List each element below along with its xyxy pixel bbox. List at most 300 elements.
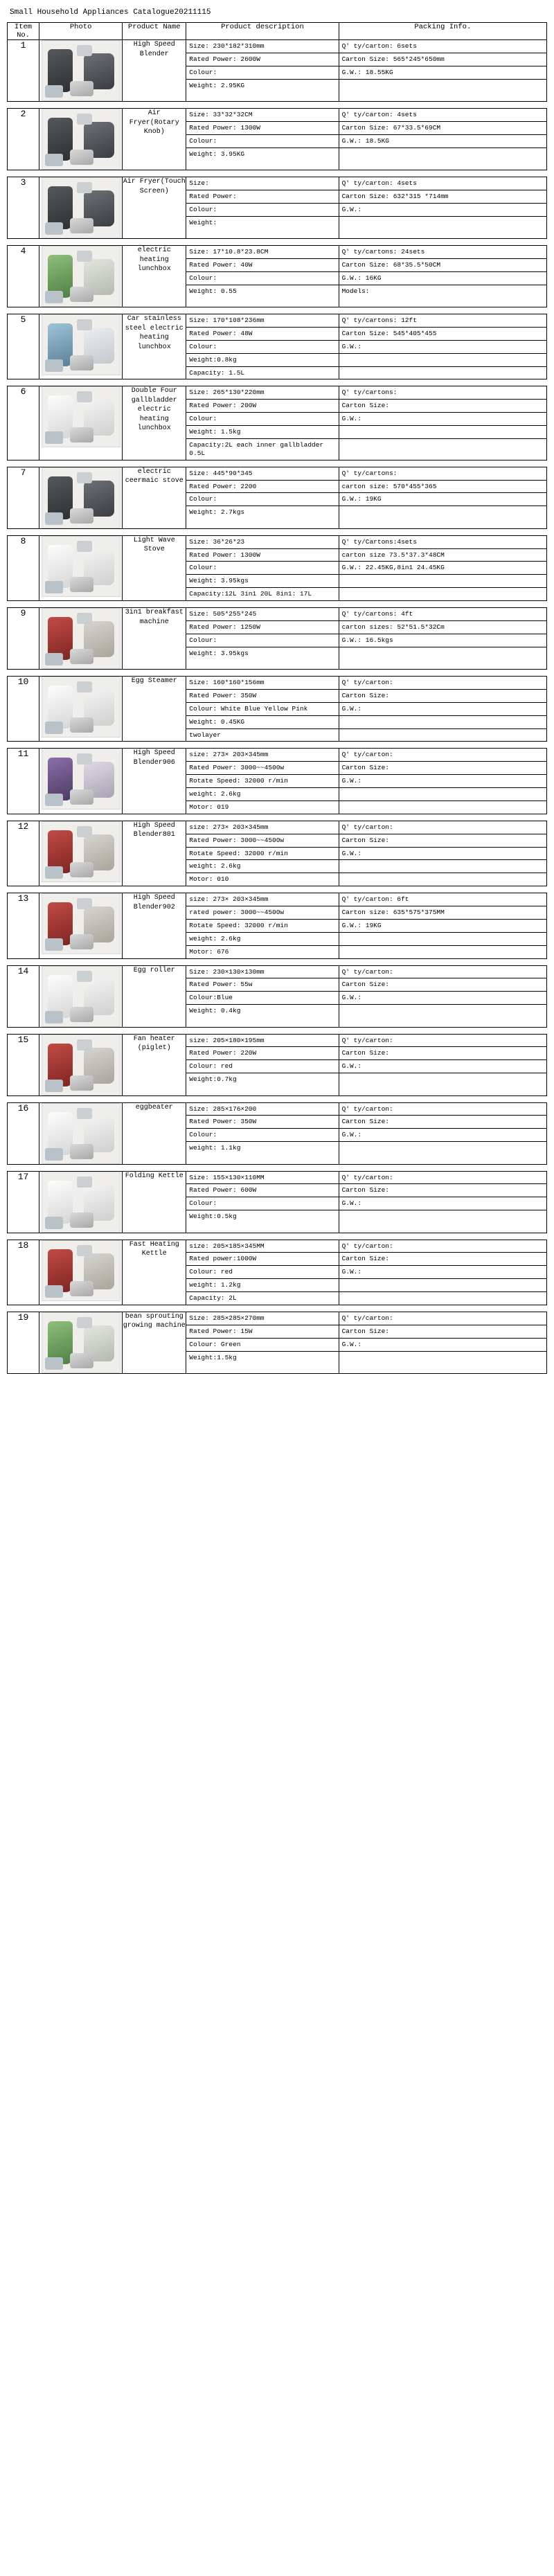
cell-product-description-line-text: weight: 1.1kg (189, 1144, 241, 1152)
cell-packing-info-line (339, 1047, 546, 1060)
product-photo-shape (77, 971, 92, 982)
table-row (8, 386, 547, 460)
cell-product-description-line (186, 246, 338, 258)
cell-product-description (186, 467, 339, 528)
row-spacer (8, 1095, 547, 1102)
cell-packing-info-line (339, 177, 546, 190)
cell-packing-info-line (339, 588, 546, 600)
product-photo-shape (77, 391, 92, 402)
product-photo (42, 749, 120, 810)
cell-product-name: electric ceermaic stove (123, 467, 186, 528)
row-spacer (8, 601, 547, 608)
cell-product-description-line-text: Weight: 0.45KG (186, 715, 338, 728)
cell-packing-info (339, 893, 546, 958)
product-photo-shape (77, 1039, 92, 1050)
cell-product-description-line (186, 426, 338, 439)
cell-product-description-line (186, 40, 338, 53)
cell-packing-info-line (339, 79, 546, 91)
cell-packing-info-line (339, 314, 546, 327)
product-photo-shape (70, 287, 93, 302)
cell-product-description-line (186, 1060, 338, 1073)
row-spacer (8, 1027, 547, 1034)
cell-product-description-line-text: Rated Power: 48W (186, 327, 338, 340)
cell-product-description-line-text: Colour: White Blue Yellow Pink (186, 702, 338, 715)
cell-packing-info-line-text (339, 575, 546, 588)
cell-packing-info-line (339, 1292, 546, 1305)
cell-product-description (186, 386, 339, 460)
cell-packing-info-line (339, 121, 546, 134)
cell-packing-info (339, 40, 546, 102)
cell-product-description-line (186, 775, 338, 788)
cell-product-description-lines (186, 40, 338, 92)
cell-product-description-line (186, 749, 338, 761)
cell-product-description-line-text: Size: (186, 177, 338, 190)
cell-photo (39, 40, 123, 102)
cell-item-no: 13 (8, 893, 39, 958)
cell-product-name: 3in1 breakfast machine (123, 608, 186, 670)
cell-product-description-line (186, 821, 338, 834)
product-photo-shape (77, 251, 92, 262)
row-spacer-cell (8, 170, 547, 177)
table-row (8, 1312, 547, 1373)
cell-packing-info-line-text: G.W.: 16.5kgs (339, 634, 546, 647)
product-photo-shape (70, 717, 93, 733)
cell-packing-info-line-text (339, 438, 546, 451)
product-photo (42, 677, 120, 737)
cell-product-description-line (186, 762, 338, 775)
cell-packing-info-line-text: Carton Size: (339, 400, 546, 413)
cell-product-description-line (186, 1312, 338, 1325)
table-body (8, 40, 547, 1374)
cell-product-description-line (186, 562, 338, 575)
cell-product-description-line (186, 1210, 338, 1223)
cell-product-description-line (186, 53, 338, 66)
product-photo-shape (45, 866, 63, 879)
cell-product-description-line-text: Rated Power: 220W (186, 1047, 338, 1060)
cell-packing-info-line-text: G.W.: 22.45KG,8in1 24.45KG (339, 562, 546, 575)
cell-packing-info-line (339, 285, 546, 297)
cell-packing-info (339, 1312, 546, 1373)
row-spacer-cell (8, 814, 547, 821)
product-photo (42, 1035, 120, 1095)
cell-packing-info-line (339, 847, 546, 860)
cell-product-name: Double Four gallbladder electric heating lunchbox (123, 386, 186, 460)
cell-product-description-line (186, 893, 338, 906)
cell-product-description-line (186, 1184, 338, 1197)
cell-product-description (186, 821, 339, 886)
row-spacer-cell (8, 102, 547, 109)
cell-product-description-line-text: Colour: (186, 271, 338, 285)
product-photo-shape (45, 154, 63, 166)
product-photo (42, 966, 120, 1027)
cell-packing-info-lines (339, 749, 546, 813)
product-photo-shape (45, 1285, 63, 1298)
cell-packing-info (339, 749, 546, 814)
cell-packing-info-line-text: G.W.: (339, 340, 546, 353)
product-photo (42, 386, 120, 447)
row-spacer-cell (8, 1233, 547, 1240)
product-photo-shape (77, 319, 92, 330)
cell-packing-info-line (339, 1073, 546, 1086)
cell-product-description-line-text: Weight:0.7kg (189, 1075, 237, 1084)
cell-packing-info-lines (339, 177, 546, 229)
row-spacer (8, 460, 547, 467)
cell-packing-info (339, 314, 546, 379)
cell-product-description-line-text: Rated Power: 2200 (186, 480, 338, 493)
cell-packing-info-line (339, 1184, 546, 1197)
cell-packing-info (339, 1171, 546, 1233)
cell-packing-info-line (339, 426, 546, 439)
cell-packing-info-line (339, 340, 546, 353)
product-photo-shape (70, 862, 93, 877)
cell-packing-info-line-text: Q' ty/carton: (339, 1312, 546, 1325)
cell-packing-info-line-text: Carton Size: (339, 689, 546, 702)
cell-product-description-line (186, 493, 338, 506)
cell-product-description-line-text: size: 273× 203×345mm (186, 893, 338, 906)
table-row (8, 535, 547, 600)
cell-packing-info-line (339, 190, 546, 203)
cell-product-description-lines (186, 109, 338, 161)
cell-packing-info-line-text (339, 1292, 546, 1305)
cell-packing-info-lines (339, 246, 546, 298)
product-photo-shape (70, 355, 93, 370)
product-photo-shape (70, 1007, 93, 1022)
product-photo-shape (70, 508, 93, 524)
cell-product-description-line-text: Weight: 3.95kgs (186, 575, 338, 588)
cell-product-description-line (186, 1103, 338, 1116)
product-photo-shape (77, 898, 92, 909)
cell-packing-info-line-text: carton size: 570*455*365 (339, 480, 546, 493)
cell-packing-info-line (339, 1116, 546, 1129)
cell-product-description-line (186, 121, 338, 134)
cell-packing-info-line-text: carton sizes: 52*51.5*32Cm (339, 620, 546, 634)
product-photo (42, 821, 120, 882)
cell-packing-info-line (339, 620, 546, 634)
cell-product-description-line (186, 992, 338, 1005)
cell-packing-info-line (339, 893, 546, 906)
cell-product-name: Air Fryer(Touch Screen) (123, 177, 186, 239)
row-spacer-cell (8, 1305, 547, 1312)
cell-product-description-line (186, 190, 338, 203)
cell-product-description-line (186, 134, 338, 147)
cell-item-no: 11 (8, 749, 39, 814)
cell-product-description-line (186, 800, 338, 813)
cell-packing-info-line-text (339, 588, 546, 600)
cell-product-description-line-text: Rated Power: 3000~~4500w (186, 834, 338, 847)
product-photo-shape (77, 472, 92, 483)
cell-product-name: High Speed Blender906 (123, 749, 186, 814)
row-spacer-cell (8, 958, 547, 965)
cell-packing-info-line (339, 327, 546, 340)
cell-product-description-lines (186, 1312, 338, 1364)
cell-product-description-line-text: weight: 2.6kg (186, 932, 338, 945)
cell-packing-info (339, 965, 546, 1027)
cell-packing-info-line-text: Carton Size: (339, 1047, 546, 1060)
cell-item-no: 12 (8, 821, 39, 886)
product-photo (42, 246, 120, 307)
cell-product-description-line-text: size: 273× 203×345mm (186, 821, 338, 834)
cell-packing-info-line-text (339, 945, 546, 958)
cell-packing-info (339, 246, 546, 307)
table-row (8, 109, 547, 170)
cell-photo (39, 177, 123, 239)
cell-product-description-line-text: Weight: 0.55 (189, 287, 237, 295)
cell-packing-info-line (339, 147, 546, 160)
cell-product-description-line-text: Weight: 3.95KG (189, 150, 245, 158)
cell-packing-info-line-text (339, 1279, 546, 1292)
cell-item-no: 6 (8, 386, 39, 460)
cell-packing-info-line-text: Q' ty/carton: (339, 677, 546, 689)
cell-product-description-line-text: Rotate Speed: 32000 r/min (186, 775, 338, 788)
cell-packing-info-line (339, 919, 546, 932)
product-photo-shape (45, 938, 63, 951)
cell-packing-info-line-text: Carton Size: 545*405*455 (339, 327, 546, 340)
cell-product-description-lines (186, 966, 338, 1018)
cell-product-description-lines (186, 677, 338, 741)
cell-packing-info-line-text: Q' ty/carton: 6sets (339, 40, 546, 53)
cell-packing-info-line (339, 480, 546, 493)
cell-item-no: 18 (8, 1240, 39, 1305)
cell-product-description-line-text: Size: 445*90*345 (186, 467, 338, 480)
product-photo-shape (70, 649, 93, 664)
cell-packing-info (339, 109, 546, 170)
cell-product-description-line-text: twolayer (189, 731, 221, 739)
cell-product-description-line-text: Weight:1.5kg (189, 1353, 237, 1361)
product-photo (42, 40, 120, 101)
cell-packing-info (339, 386, 546, 460)
cell-packing-info-line (339, 216, 546, 229)
product-photo-shape (45, 291, 63, 303)
row-spacer-cell (8, 379, 547, 386)
cell-packing-info (339, 1102, 546, 1164)
cell-packing-info-line-text (339, 800, 546, 813)
row-spacer (8, 102, 547, 109)
cell-product-description-line (186, 203, 338, 216)
cell-product-description-line (186, 285, 338, 297)
cell-packing-info-line-text (339, 1210, 546, 1223)
cell-item-no: 17 (8, 1171, 39, 1233)
cell-product-description-line-text: Rated Power: 1250W (186, 620, 338, 634)
cell-product-description-line-text: Size: 230×130×130mm (186, 966, 338, 978)
cell-packing-info-line-text (339, 216, 546, 229)
cell-product-name: bean sprouting growing machine (123, 1312, 186, 1373)
product-photo (42, 893, 120, 954)
cell-product-description-line-text: weight: 1.2kg (186, 1279, 338, 1292)
cell-product-description-lines (186, 893, 338, 958)
cell-product-description-line-text: Size: 160*160*156mm (186, 677, 338, 689)
cell-packing-info-lines (339, 467, 546, 519)
row-spacer-cell (8, 601, 547, 608)
cell-product-description-line-text: Colour: (186, 493, 338, 506)
cell-product-description-line-text: Colour:Blue (186, 992, 338, 1005)
product-photo-shape (45, 1080, 63, 1092)
cell-item-no: 15 (8, 1034, 39, 1095)
cell-product-description-line-text: Size: 285×285×270mm (186, 1312, 338, 1325)
cell-packing-info-lines (339, 966, 546, 1018)
cell-product-description-line (186, 978, 338, 992)
cell-packing-info-line (339, 1035, 546, 1047)
cell-product-description-line (186, 1292, 338, 1305)
cell-photo (39, 314, 123, 379)
cell-packing-info-line (339, 493, 546, 506)
cell-packing-info-line-text (339, 873, 546, 886)
cell-product-description-line (186, 147, 338, 160)
product-photo-shape (70, 1281, 93, 1296)
cell-packing-info-line-text (339, 728, 546, 741)
cell-product-description-lines (186, 821, 338, 886)
product-photo-shape (70, 1144, 93, 1159)
table-header (8, 23, 547, 40)
cell-product-description-line (186, 1338, 338, 1351)
cell-product-description (186, 314, 339, 379)
cell-product-description-line-text: Size: 33*32*32CM (186, 109, 338, 121)
row-spacer (8, 239, 547, 246)
table-row (8, 1034, 547, 1095)
product-photo-shape (45, 722, 63, 734)
product-photo-shape (77, 1177, 92, 1188)
table-row (8, 1171, 547, 1233)
cell-product-name: Car stainless steel electric heating lunchbox (123, 314, 186, 379)
cell-photo (39, 965, 123, 1027)
cell-product-name: High Speed Blender801 (123, 821, 186, 886)
cell-packing-info-line-text: G.W.: (339, 1129, 546, 1142)
cell-product-description-lines (186, 1103, 338, 1155)
column-header-packing-info: Packing Info. (339, 23, 546, 40)
cell-product-description-line (186, 966, 338, 978)
cell-packing-info-line (339, 1005, 546, 1017)
table-row (8, 965, 547, 1027)
cell-product-description-line-text: size: 205×185×345MM (186, 1240, 338, 1253)
cell-packing-info-line-text: G.W.: (339, 1266, 546, 1279)
row-spacer-cell (8, 1164, 547, 1171)
cell-product-description-line-text: rated power: 3000~~4500w (186, 906, 338, 920)
cell-product-description-line (186, 834, 338, 847)
cell-product-description-line-text: Colour: (186, 1129, 338, 1142)
cell-item-no: 4 (8, 246, 39, 307)
cell-packing-info-line (339, 438, 546, 451)
cell-packing-info-line (339, 1253, 546, 1266)
cell-product-name: Air Fryer(Rotary Knob) (123, 109, 186, 170)
cell-packing-info (339, 677, 546, 742)
cell-product-description-line (186, 353, 338, 366)
cell-packing-info-line-text: G.W.: (339, 847, 546, 860)
product-photo-shape (70, 789, 93, 805)
cell-product-description-lines (186, 749, 338, 813)
cell-packing-info-line-text: Carton Size: (339, 834, 546, 847)
table-row (8, 749, 547, 814)
cell-photo (39, 1102, 123, 1164)
cell-product-description (186, 1171, 339, 1233)
cell-product-description-line-text: Colour: (186, 66, 338, 79)
cell-product-description-line (186, 1240, 338, 1253)
cell-photo (39, 677, 123, 742)
cell-packing-info-line-text: G.W.: 19KG (339, 919, 546, 932)
cell-product-description (186, 965, 339, 1027)
cell-item-no: 14 (8, 965, 39, 1027)
cell-product-description (186, 246, 339, 307)
product-photo (42, 109, 120, 170)
column-header-item-no: Item No. (8, 23, 39, 40)
cell-packing-info-line-text: Carton Size: (339, 1184, 546, 1197)
cell-product-description-line-text: Colour: (186, 634, 338, 647)
cell-packing-info-line (339, 271, 546, 285)
cell-item-no: 9 (8, 608, 39, 670)
product-photo-shape (45, 794, 63, 806)
cell-packing-info-line-text: carton size 73.5*37.3*48CM (339, 548, 546, 562)
cell-product-description-line (186, 177, 338, 190)
product-photo-shape (77, 1317, 92, 1328)
product-photo (42, 314, 120, 375)
header-row (8, 23, 547, 40)
cell-packing-info-lines (339, 1240, 546, 1305)
row-spacer-cell (8, 670, 547, 677)
product-photo-shape (45, 512, 63, 525)
cell-packing-info-line-text (339, 860, 546, 873)
cell-packing-info-lines (339, 386, 546, 451)
cell-packing-info-line (339, 945, 546, 958)
cell-photo (39, 893, 123, 958)
cell-packing-info-line (339, 134, 546, 147)
row-spacer (8, 886, 547, 893)
cell-packing-info-line-text (339, 715, 546, 728)
cell-packing-info-line (339, 246, 546, 258)
cell-product-description (186, 1034, 339, 1095)
row-spacer (8, 379, 547, 386)
cell-packing-info-line (339, 1266, 546, 1279)
product-photo (42, 467, 120, 528)
cell-product-description-line (186, 689, 338, 702)
cell-product-description-line (186, 588, 338, 600)
cell-product-description-lines (186, 1035, 338, 1086)
cell-packing-info-line-text: G.W.: (339, 1338, 546, 1351)
cell-product-description-line (186, 506, 338, 519)
cell-product-description-lines (186, 177, 338, 229)
cell-product-description-line (186, 66, 338, 79)
cell-item-no: 7 (8, 467, 39, 528)
cell-packing-info-line (339, 467, 546, 480)
cell-packing-info-line-text: Q' ty/carton: (339, 1240, 546, 1253)
cell-packing-info-line-text (339, 426, 546, 439)
cell-product-description-line (186, 608, 338, 620)
cell-packing-info-line-text (339, 932, 546, 945)
cell-product-description-line-text: size: 205×180×195mm (186, 1035, 338, 1047)
table-row (8, 1240, 547, 1305)
cell-packing-info-lines (339, 1172, 546, 1224)
cell-packing-info-line (339, 1240, 546, 1253)
cell-packing-info-line (339, 506, 546, 519)
cell-photo (39, 608, 123, 670)
cell-packing-info-line (339, 1279, 546, 1292)
cell-product-description-line (186, 1116, 338, 1129)
cell-item-no: 1 (8, 40, 39, 102)
cell-product-name: Folding Kettle (123, 1171, 186, 1233)
cell-product-description-line (186, 677, 338, 689)
cell-product-description-line (186, 728, 338, 741)
cell-product-name: High Speed Blender902 (123, 893, 186, 958)
cell-packing-info-line-text: Q' ty/carton: (339, 966, 546, 978)
cell-product-description (186, 1102, 339, 1164)
cell-packing-info-line-text: G.W.: (339, 1060, 546, 1073)
cell-packing-info-line (339, 53, 546, 66)
cell-product-description-line-text: Rated Power: 55w (186, 978, 338, 992)
cell-packing-info-line-text: Carton Size: (339, 1253, 546, 1266)
cell-product-description-line (186, 634, 338, 647)
row-spacer (8, 307, 547, 314)
cell-packing-info-line-text (339, 1005, 546, 1017)
cell-item-no: 5 (8, 314, 39, 379)
row-spacer-cell (8, 239, 547, 246)
cell-product-description-line-text: Size: 155×130×110MM (186, 1172, 338, 1184)
